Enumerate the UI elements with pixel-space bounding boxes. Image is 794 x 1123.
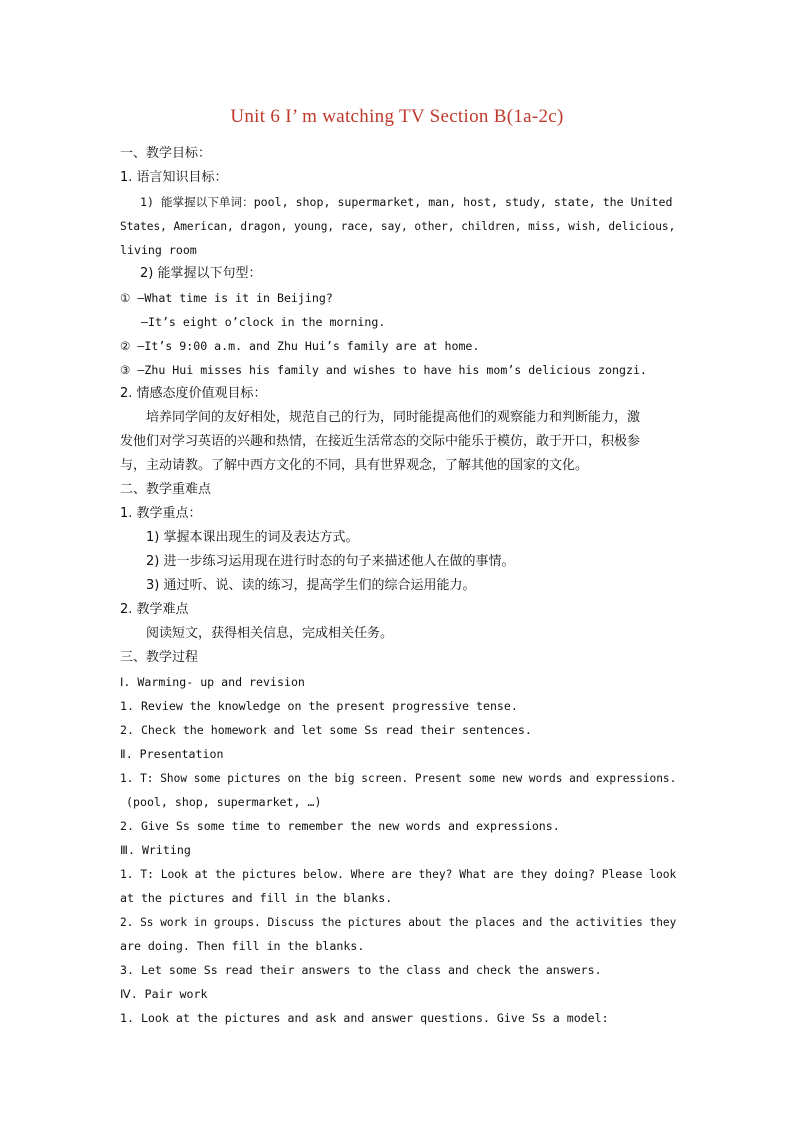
key-point-1: 1) 掌握本课出现生的词及表达方式。	[146, 530, 359, 545]
step-ii-item-1b: (pool, shop, supermarket, …)	[126, 795, 322, 809]
patterns-heading: 2) 能掌握以下句型：	[140, 266, 262, 281]
step-ii-item-1: 1. T: Show some pictures on the big screen. Present some new words and expressions.	[120, 771, 677, 785]
step-iii-item-3: 3. Let some Ss read their answers to the class and check the answers.	[120, 963, 602, 977]
section-1-heading: 一、教学目标：	[120, 146, 212, 161]
emotion-para-line-3: 与，主动请教。了解中西方文化的不同，具有世界观念，了解其他的国家的文化。	[120, 458, 589, 473]
pattern-1b: —It’s eight o’clock in the morning.	[141, 315, 386, 329]
section-2-heading: 二、教学重难点	[120, 482, 212, 497]
key-point-2: 2) 进一步练习运用现在进行时态的句子来描述他人在做的事情。	[146, 554, 515, 569]
step-iii-item-1b: at the pictures and fill in the blanks.	[120, 891, 393, 905]
step-iii-title: Ⅲ. Writing	[120, 843, 191, 857]
step-iv-title: Ⅳ. Pair work	[120, 987, 208, 1001]
key-points-heading: 1. 教学重点：	[120, 506, 202, 521]
key-point-3: 3) 通过听、说、读的练习，提高学生们的综合运用能力。	[146, 578, 476, 593]
vocab-line-1: 1) 能掌握以下单词：pool, shop, supermarket, man, host, study, state, the United	[140, 195, 673, 209]
emotion-para-line-1: 培养同学间的友好相处，规范自己的行为，同时能提高他们的观察能力和判断能力，激	[146, 410, 641, 425]
step-iv-item-1: 1. Look at the pictures and ask and answer questions. Give Ss a model:	[120, 1011, 609, 1025]
step-iii-item-2b: are doing. Then fill in the blanks.	[120, 939, 365, 953]
step-ii-item-2: 2. Give Ss some time to remember the new words and expressions.	[120, 819, 560, 833]
difficulties-heading: 2. 教学难点	[120, 602, 189, 617]
step-iii-item-1: 1. T: Look at the pictures below. Where are they? What are they doing? Please look	[120, 867, 677, 881]
pattern-3: ③ —Zhu Hui misses his family and wishes to have his mom’s delicious zongzi.	[120, 363, 647, 377]
step-i-item-1: 1. Review the knowledge on the present progressive tense.	[120, 699, 518, 713]
language-goals-heading: 1. 语言知识目标：	[120, 170, 228, 185]
section-3-heading: 三、教学过程	[120, 650, 199, 665]
page-title: Unit 6 I’ m watching TV Section B(1a-2c)	[230, 106, 564, 127]
emotion-goals-heading: 2. 情感态度价值观目标：	[120, 386, 267, 401]
step-i-title: Ⅰ. Warming- up and revision	[120, 675, 305, 689]
vocab-line-3: living room	[120, 243, 197, 257]
difficulty-1: 阅读短文，获得相关信息，完成相关任务。	[146, 626, 394, 641]
pattern-1a: ① —What time is it in Beijing?	[120, 291, 333, 305]
emotion-para-line-2: 发他们对学习英语的兴趣和热情，在接近生活常态的交际中能乐于模仿，敢于开口，积极参	[120, 434, 641, 449]
pattern-2: ② —It’s 9:00 a.m. and Zhu Hui’s family are at home.	[120, 339, 480, 353]
step-ii-title: Ⅱ. Presentation	[120, 747, 224, 761]
step-iii-item-2: 2. Ss work in groups. Discuss the pictures about the places and the activities they	[120, 915, 677, 929]
vocab-line-2: States, American, dragon, young, race, say, other, children, miss, wish, delicious,	[120, 219, 676, 233]
step-i-item-2: 2. Check the homework and let some Ss read their sentences.	[120, 723, 532, 737]
